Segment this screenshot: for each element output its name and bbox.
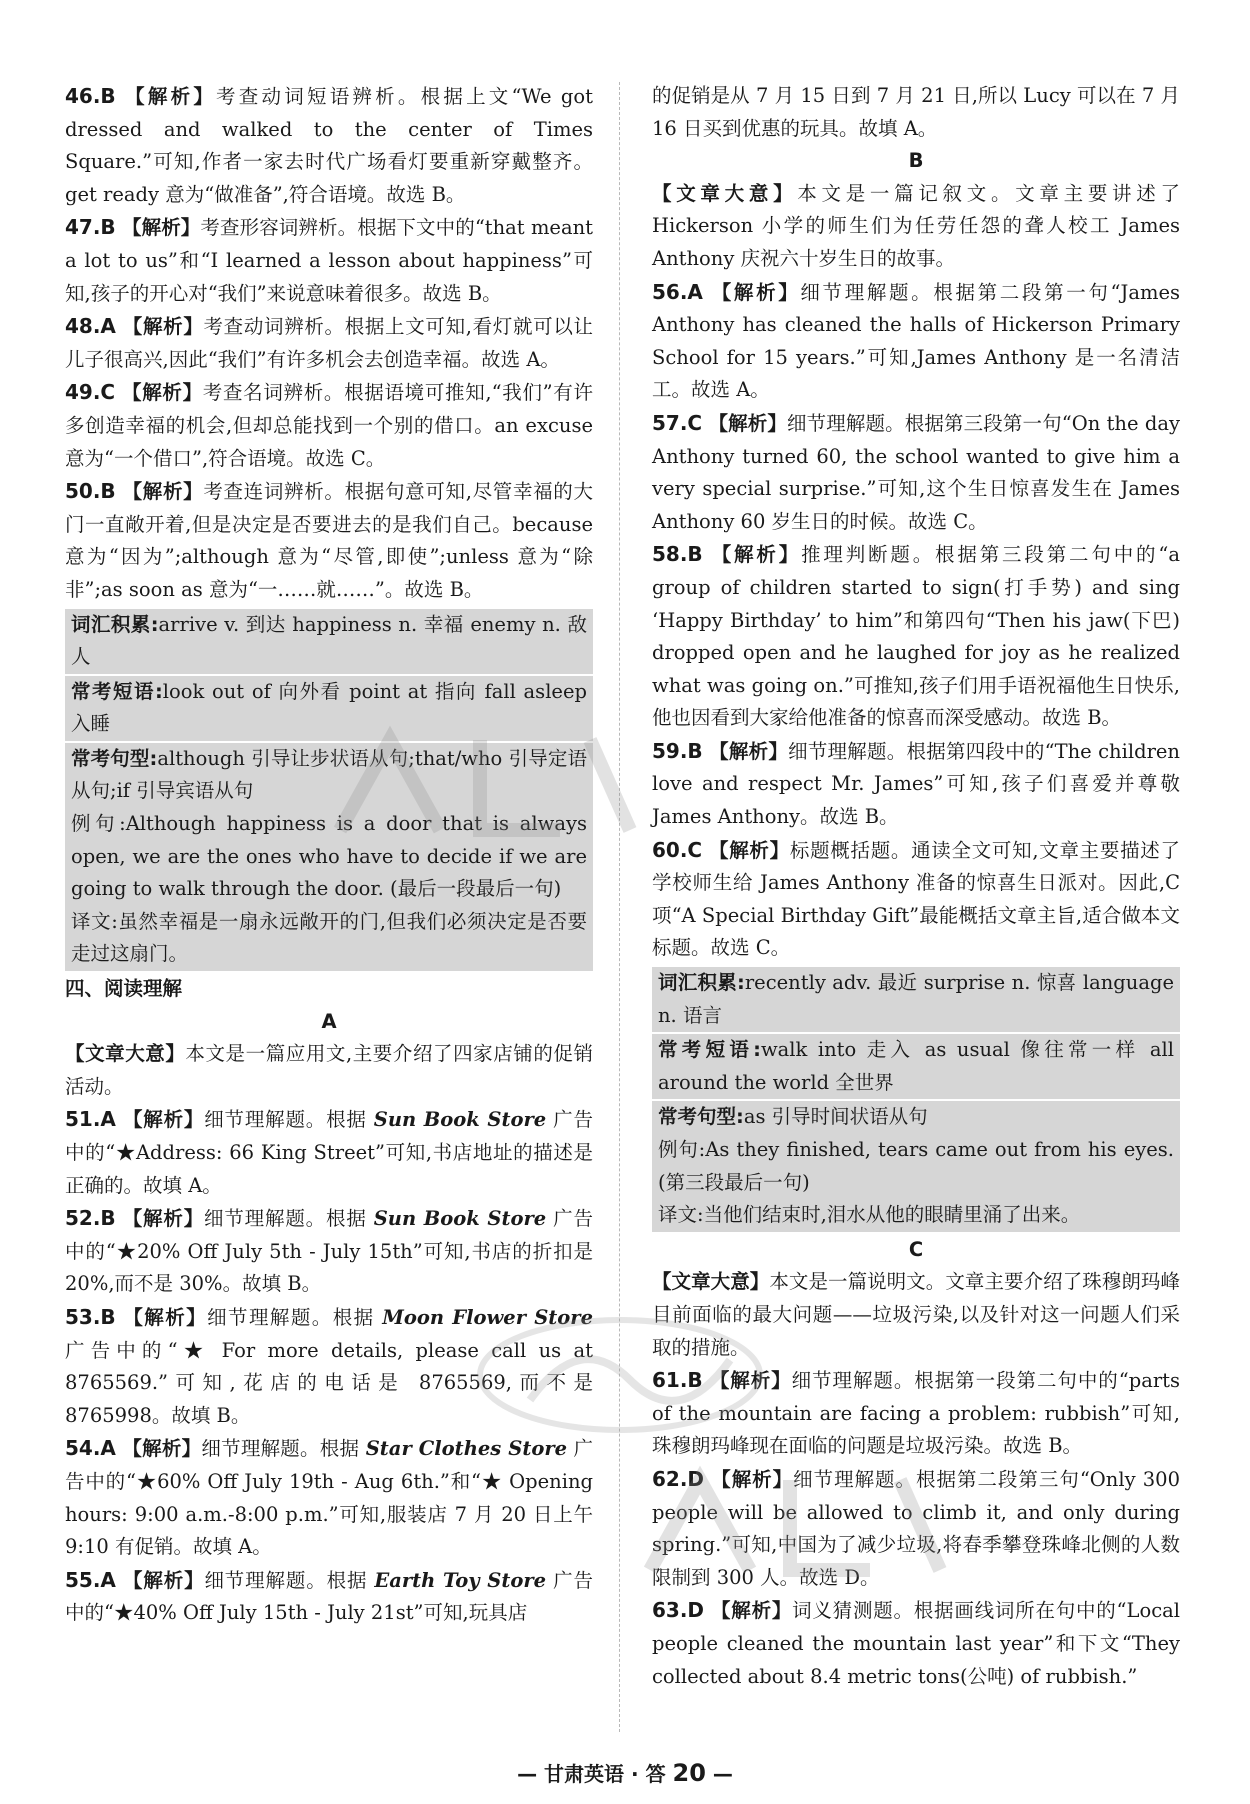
part-c-heading: C <box>908 1237 924 1261</box>
answer-61: 61.B 【解析】细节理解题。根据第一段第二句中的“parts of the mountain are facing a problem: rubbish”可知,珠穆朗玛峰现在面临的问题是垃圾污染。故选 B。 <box>652 1368 1180 1458</box>
column-divider <box>619 82 620 1732</box>
answer-58: 58.B 【解析】推理判断题。根据第三段第二句中的“a group of children started to sign(打手势) and sing ‘Happy Birthday’ to him”和第四句“Then his jaw(下巴) dropped open and he laughed for joy as he realized what was going on.”可推知,孩子们用手语祝福他生日快乐,他也因看到大家给他准备的惊喜而深受感动。故选 B。 <box>652 542 1180 730</box>
pattern-box-2: 常考句型:as 引导时间状语从句 例句:As they finished, tears came out from his eyes. (第三段最后一句) 译文:当他们结束时,泪水从他的眼睛里涌了出来。 <box>652 1101 1180 1231</box>
answer-50: 50.B 【解析】考查连词辨析。根据句意可知,尽管幸福的大门一直敞开着,但是决定是否要进去的是我们自己。because 意为“因为”;although 意为“尽管,即使”;unless 意为“除非”;as soon as 意为“一……就……”。故选 B。 <box>65 479 593 601</box>
answer-55: 55.A 【解析】细节理解题。根据 Earth Toy Store 广告中的“★40% Off July 15th - July 21st”可知,玩具店 <box>65 1567 593 1625</box>
answer-49: 49.C 【解析】考查名词辨析。根据语境可推知,“我们”有许多创造幸福的机会,但却总能找到一个别的借口。an excuse 意为“一个借口”,符合语境。故选 C。 <box>65 380 593 470</box>
answer-54: 54.A 【解析】细节理解题。根据 Star Clothes Store 广告中的“★60% Off July 19th - Aug 6th.”和“★ Opening hours: 9:00 a.m.-8:00 p.m.”可知,服装店 7 月 20 日上午 9:10 有促销。故填 A。 <box>65 1436 594 1559</box>
pattern-box-1: 常考句型:although 引导让步状语从句;that/who 引导定语从句;if 引导宾语从句 例句:Although happiness is a door that is always open, we are the ones who have to decide if we are going to walk through the door. (最后一段最后一句) 译文:虽然幸福是一扇永远敞开的门,但我们必须决定是否要走过这扇门。 <box>65 743 593 971</box>
answer-51: 51.A 【解析】细节理解题。根据 Sun Book Store 广告中的“★Address: 66 King Street”可知,书店地址的描述是正确的。故填 A。 <box>65 1107 593 1197</box>
answer-63: 63.D 【解析】词义猜测题。根据画线词所在句中的“Local people cleaned the mountain last year”和下文“They collected about 8.4 metric tons(公吨) of rubbish.” <box>652 1598 1180 1688</box>
answer-47: 47.B 【解析】考查形容词辨析。根据下文中的“that meant a lot to us”和“I learned a lesson about happiness”可知,孩子的开心对“我们”来说意味着很多。故选 B。 <box>65 215 593 305</box>
vocab-box-2: 词汇积累:recently adv. 最近 surprise n. 惊喜 language n. 语言 <box>652 967 1180 1032</box>
section-heading: 四、阅读理解 <box>65 977 183 1001</box>
answer-56: 56.A 【解析】细节理解题。根据第二段第一句“James Anthony has cleaned the halls of Hickerson Primary School for 15 years.”可知,James Anthony 是一名清洁工。故选 A。 <box>652 279 1180 402</box>
answer-52: 52.B 【解析】细节理解题。根据 Sun Book Store 广告中的“★20% Off July 5th - July 15th”可知,书店的折扣是 20%,而不是 30%。故填 B。 <box>65 1206 593 1296</box>
phrase-box-2: 常考短语:walk into 走入 as usual 像往常一样 all around the world 全世界 <box>652 1034 1180 1099</box>
answer-48: 48.A 【解析】考查动词辨析。根据上文可知,看灯就可以让儿子很高兴,因此“我们”有许多机会去创造幸福。故选 A。 <box>65 314 593 371</box>
part-b-heading: B <box>908 149 924 173</box>
page-footer: — 甘肃英语 · 答 20 — <box>517 1759 733 1787</box>
summary-a: 【文章大意】本文是一篇应用文,主要介绍了四家店铺的促销活动。 <box>65 1042 593 1098</box>
summary-b: 【文章大意】本文是一篇记叙文。文章主要讲述了 Hickerson 小学的师生们为任劳任怨的聋人校工 James Anthony 庆祝六十岁生日的故事。 <box>652 181 1180 270</box>
phrase-box-1: 常考短语:look out of 向外看 point at 指向 fall asleep 入睡 <box>65 676 593 741</box>
answer-55-continued: 的促销是从 7 月 15 日到 7 月 21 日,所以 Lucy 可以在 7 月 16 日买到优惠的玩具。故填 A。 <box>652 84 1180 140</box>
summary-c: 【文章大意】本文是一篇说明文。文章主要介绍了珠穆朗玛峰目前面临的最大问题——垃圾污染,以及针对这一问题人们采取的措施。 <box>652 1270 1180 1359</box>
answer-57: 57.C 【解析】细节理解题。根据第三段第一句“On the day Anthony turned 60, the school wanted to give him a very special surprise.”可知,这个生日惊喜发生在 James Anthony 60 岁生日的时候。故选 C。 <box>652 410 1180 533</box>
vocab-box-1: 词汇积累:arrive v. 到达 happiness n. 幸福 enemy n. 敌人 <box>65 609 593 674</box>
watermark-stamp-icon <box>470 1310 770 1440</box>
right-column <box>652 80 1180 1693</box>
answer-59: 59.B 【解析】细节理解题。根据第四段中的“The children love and respect Mr. James”可知,孩子们喜爱并尊敬 James Anthony。故选 B。 <box>652 738 1180 829</box>
answer-60: 60.C 【解析】标题概括题。通读全文可知,文章主要描述了学校师生给 James Anthony 准备的惊喜生日派对。因此,C 项“A Special Birthday Gift”最能概括文章主旨,适合做本文标题。故选 C。 <box>652 837 1180 960</box>
answer-46: 46.B 【解析】考查动词短语辨析。根据上文“We got dressed and walked to the center of Times Square.”可知,作者一家去时代广场看灯要重新穿戴整齐。get ready 意为“做准备”,符合语境。故选 B。 <box>65 84 593 206</box>
answer-62: 62.D 【解析】细节理解题。根据第二段第三句“Only 300 people will be allowed to climb it, and only during spring.”可知,中国为了减少垃圾,将春季攀登珠峰北侧的人数限制到 300 人。故选 D。 <box>652 1466 1180 1589</box>
part-a-heading: A <box>321 1009 337 1033</box>
answer-53: 53.B 【解析】细节理解题。根据 Moon Flower Store 广告中的“★ For more details, please call us at 8765569.”可知,花店的电话是 8765569,而不是 8765998。故填 B。 <box>65 1304 593 1427</box>
